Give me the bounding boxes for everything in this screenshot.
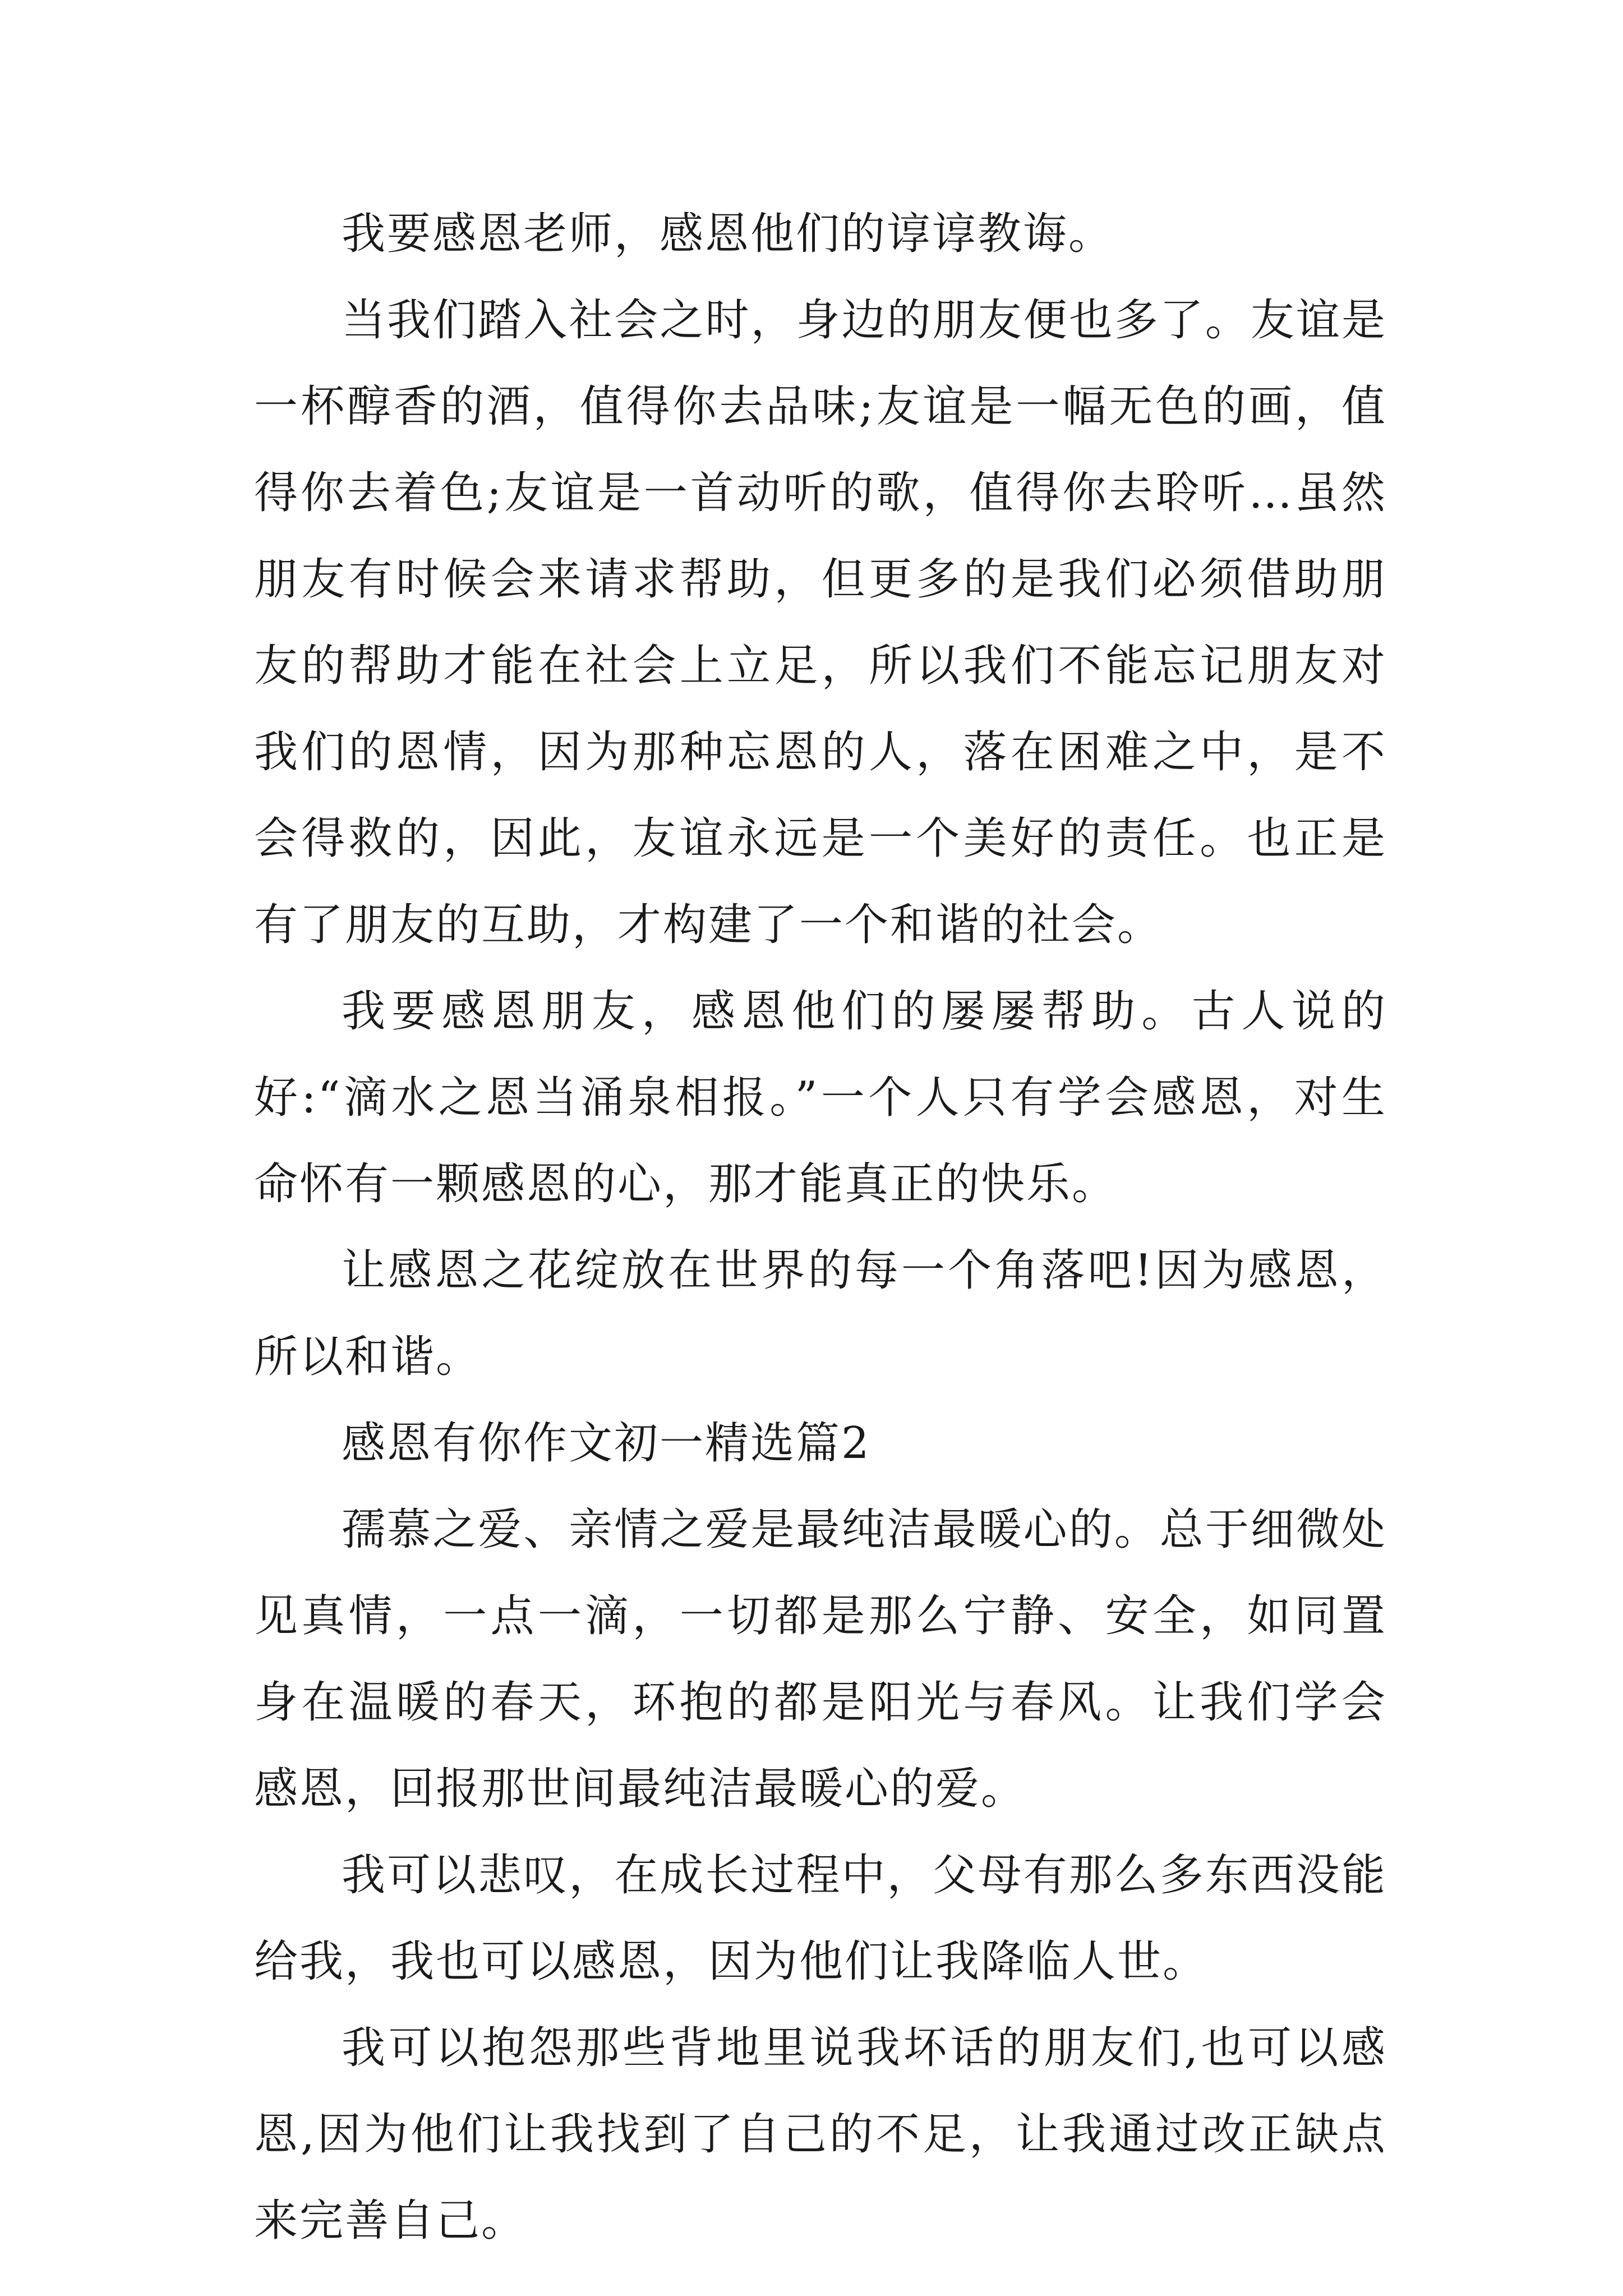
- paragraph-critics: 我可以抱怨那些背地里说我坏话的朋友们,也可以感恩,因为他们让我找到了自己的不足，让我通过改正缺点来完善自己。: [254, 2023, 1387, 2246]
- paragraph-parents: 我可以悲叹，在成长过程中，父母有那么多东西没能给我，我也可以感恩，因为他们让我降临人世。: [254, 1850, 1387, 1987]
- paragraph-thank-teachers: 我要感恩老师，感恩他们的谆谆教诲。: [342, 209, 1114, 259]
- paragraph-friendship: 当我们踏入社会之时，身边的朋友便也多了。友谊是一杯醇香的酒，值得你去品味;友谊是一幅无色的画，值得你去着色;友谊是一首动听的歌，值得你去聆听…虽然朋友有时候会来请求帮助，但更多的是我们必须借助朋友的帮助才能在社会上立足，所以我们不能忘记朋友对我们的恩情，因为那种忘恩的人，落在困难之中，是不会得救的，因此，友谊永远是一个美好的责任。也正是有了朋友的互助，才构建了一个和谐的社会。: [254, 295, 1387, 950]
- paragraph-family-love: 孺慕之爱、亲情之爱是最纯洁最暖心的。总于细微处见真情，一点一滴，一切都是那么宁静、安全，如同置身在温暖的春天，环抱的都是阳光与春风。让我们学会感恩，回报那世间最纯洁最暖心的爱。: [254, 1504, 1387, 1814]
- section-heading: 感恩有你作文初一精选篇2: [342, 1418, 871, 1469]
- document-body: [254, 191, 1387, 2264]
- paragraph-gratitude-flower: 让感恩之花绽放在世界的每一个角落吧!因为感恩，所以和谐。: [254, 1245, 1387, 1382]
- paragraph-thank-friends: 我要感恩朋友，感恩他们的屡屡帮助。古人说的好:“滴水之恩当涌泉相报。”一个人只有学会感恩，对生命怀有一颗感恩的心，那才能真正的快乐。: [254, 986, 1387, 1209]
